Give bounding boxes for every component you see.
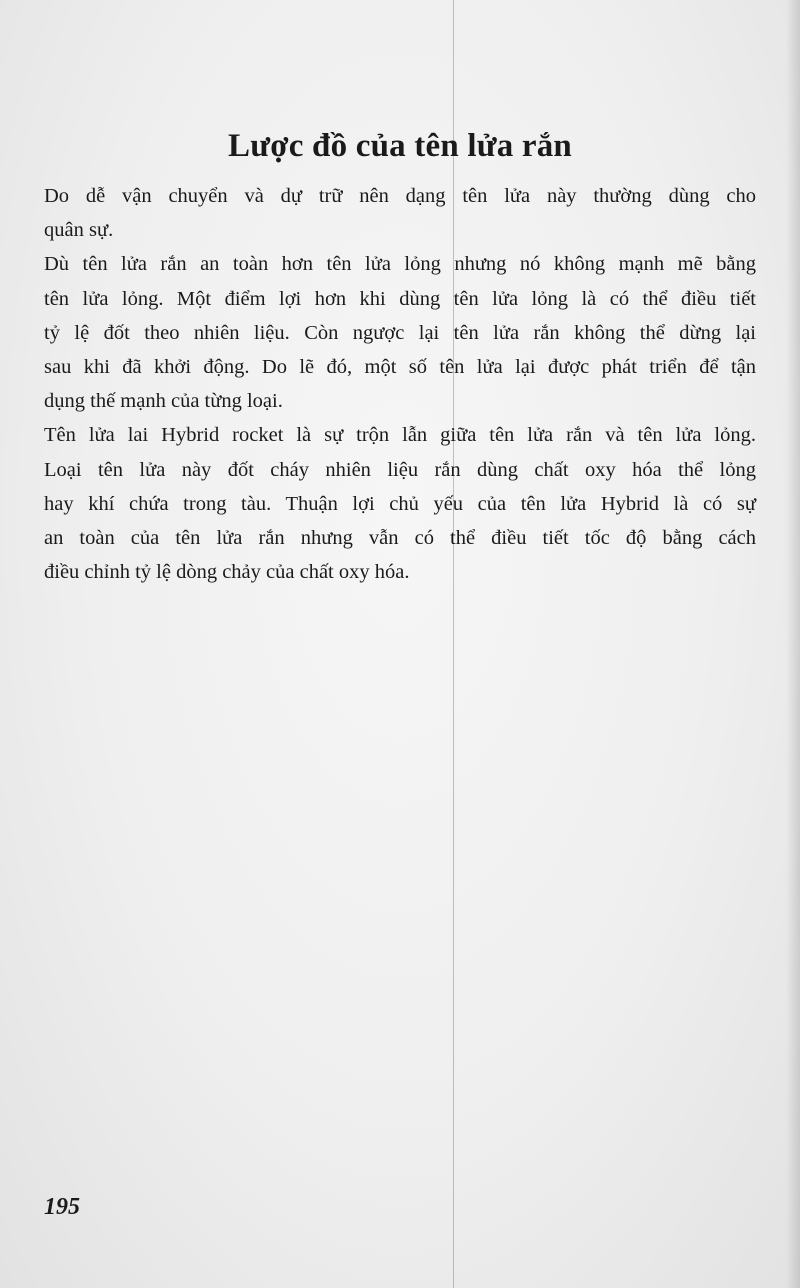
body-text [44,179,756,589]
text-line: điều chỉnh tỷ lệ dòng chảy của chất oxy hóa. [44,561,410,584]
text-line: sau khi đã khởi động. Do lẽ đó, một số tên lửa lại được phát triển để tận [44,356,756,379]
text-line: hay khí chứa trong tàu. Thuận lợi chủ yếu của tên lửa Hybrid là có sự [44,492,756,515]
text-line: an toàn của tên lửa rắn nhưng vẫn có thể điều tiết tốc độ bằng cách [44,527,756,550]
text-line: quân sự. [44,219,114,242]
page-edge-shadow [786,0,800,1288]
page-number: 195 [44,1194,80,1220]
text-line: Dù tên lửa rắn an toàn hơn tên lửa lỏng nhưng nó không mạnh mẽ bằng [44,253,756,276]
text-line: tỷ lệ đốt theo nhiên liệu. Còn ngược lại tên lửa rắn không thể dừng lại [44,321,756,344]
text-line: dụng thế mạnh của từng loại. [44,390,283,413]
text-line: Do dễ vận chuyển và dự trữ nên dạng tên lửa này thường dùng cho [44,185,756,207]
paragraph-2 [44,247,756,418]
text-line: tên lửa lỏng. Một điểm lợi hơn khi dùng tên lửa lỏng là có thể điều tiết [44,287,756,310]
paragraph-1 [44,179,756,247]
text-line: Loại tên lửa này đốt cháy nhiên liệu rắn dùng chất oxy hóa thể lỏng [44,458,756,481]
text-line: Tên lửa lai Hybrid rocket là sự trộn lẫn giữa tên lửa rắn và tên lửa lỏng. [44,424,756,447]
paragraph-3 [44,418,756,589]
page-title: Lược đồ của tên lửa rắn [228,128,572,164]
